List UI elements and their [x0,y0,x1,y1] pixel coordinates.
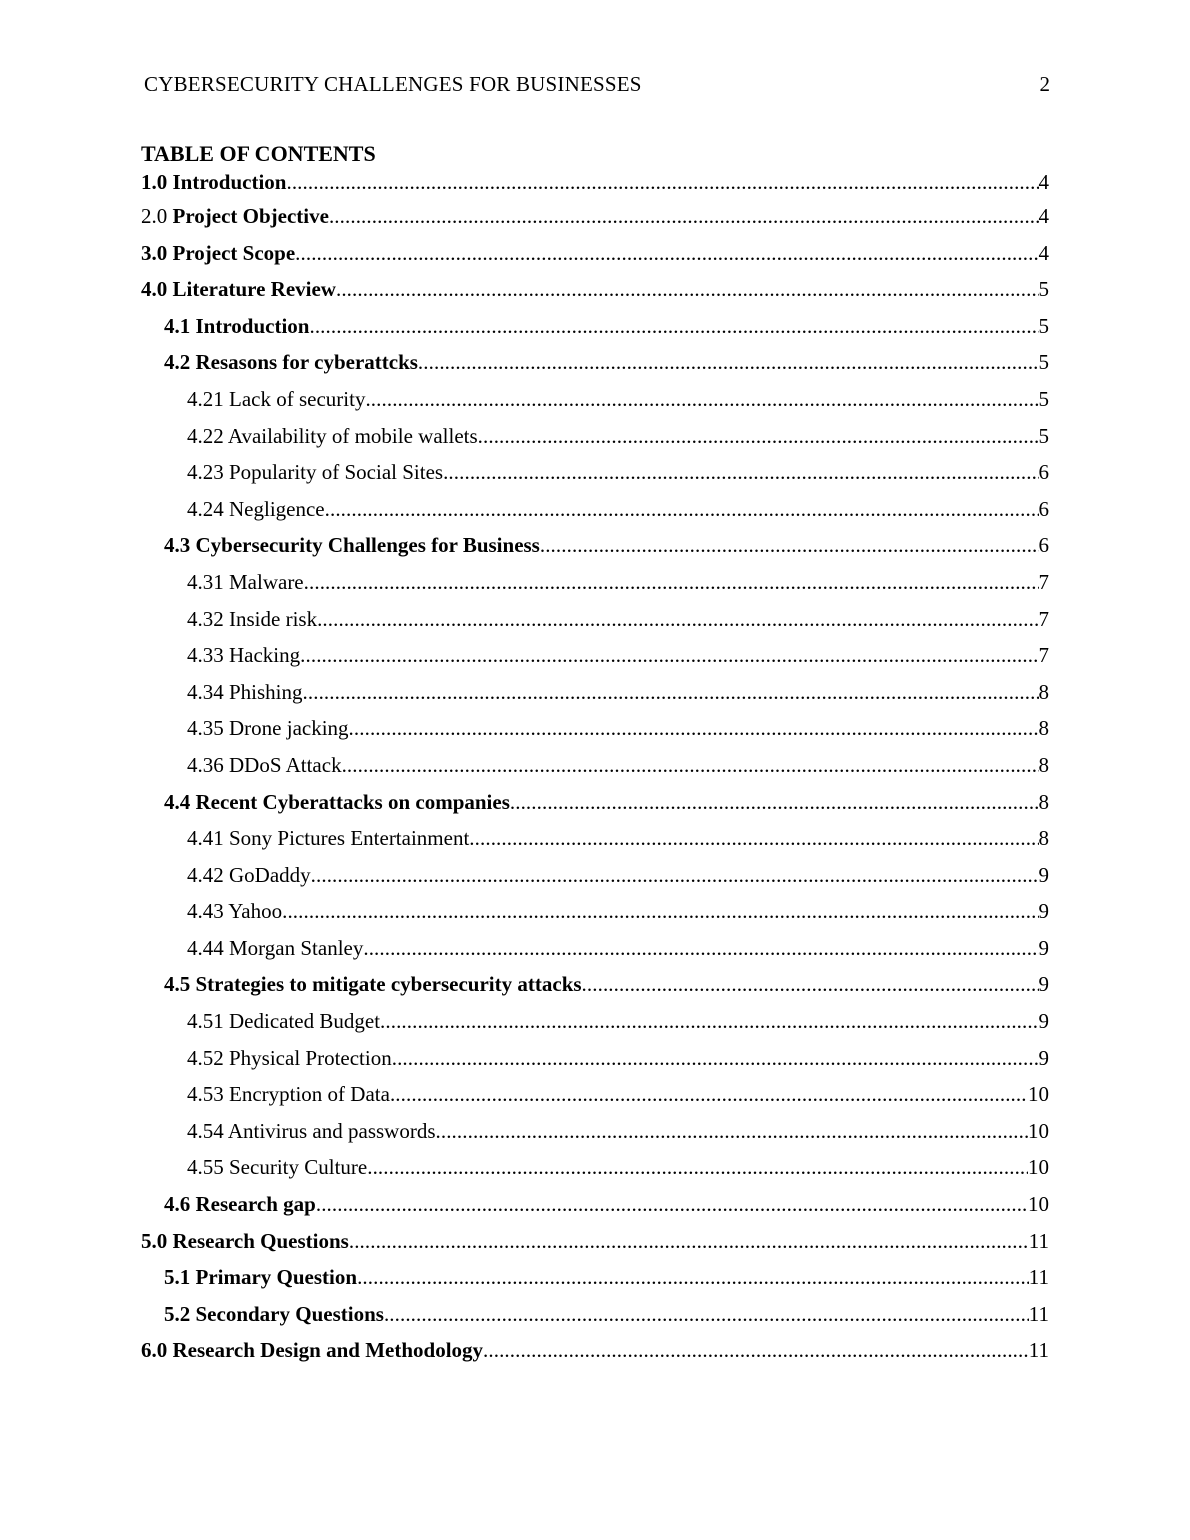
toc-entry-page: 10 [1028,1082,1049,1107]
toc-entry-page: 9 [1038,1045,1049,1070]
toc-entry-label: 3.0 Project Scope [141,240,296,265]
toc-entry-label: 4.31 Malware [187,569,304,594]
toc-entry-page: 8 [1038,679,1049,704]
toc-entry[interactable] [141,1332,1049,1369]
toc-entry-page: 6 [1038,460,1049,485]
toc-entry-label: 4.1 Introduction [164,313,310,338]
toc-entry-page: 10 [1028,1118,1049,1143]
toc-entry[interactable] [141,1223,1049,1260]
toc-entry[interactable] [141,710,1049,747]
toc-entry[interactable] [141,1113,1049,1150]
toc-entry-label: 4.52 Physical Protection [187,1045,392,1070]
toc-entry-title [141,1332,483,1369]
toc-entry-title [164,966,582,1003]
dot-leader [418,344,1039,381]
toc-entry-label: 4.5 Strategies to mitigate cybersecurity attacks [164,972,582,997]
dot-leader [309,308,1038,345]
toc-entry-title [164,1186,316,1223]
toc-entry[interactable] [141,1076,1049,1113]
toc-entry[interactable] [141,418,1049,455]
toc-entry-number: 2.0 [141,204,173,228]
toc-entry-page: 5 [1038,423,1049,448]
toc-entry-title [187,637,300,674]
toc-entry[interactable] [141,820,1049,857]
toc-entry-page: 9 [1038,862,1049,887]
toc-entry-page: 7 [1038,569,1049,594]
toc-entry[interactable] [141,784,1049,821]
toc-entry-title [187,491,325,528]
toc-entry-title [187,820,469,857]
toc-entry[interactable] [141,637,1049,674]
dot-leader [357,1259,1029,1296]
toc-entry-label: 4.35 Drone jacking [187,716,349,741]
toc-entry-label: 4.21 Lack of security [187,386,366,411]
toc-entry-page: 5 [1038,350,1049,375]
toc-entry-title [141,235,295,272]
toc-entry[interactable] [141,235,1049,272]
toc-entry[interactable] [141,198,1049,235]
toc-entry[interactable] [141,601,1049,638]
toc-entry[interactable] [141,167,1049,198]
toc-entry-title [187,930,363,967]
toc-entry-page: 9 [1038,1009,1049,1034]
toc-entry-page: 5 [1038,277,1049,302]
toc-entry-title [187,893,282,930]
toc-entry[interactable] [141,1149,1049,1186]
table-of-contents [141,140,1049,1369]
toc-entry[interactable] [141,381,1049,418]
toc-entry-label: 4.6 Research gap [164,1192,316,1217]
dot-leader [483,1332,1029,1369]
toc-entry[interactable] [141,674,1049,711]
dot-leader [367,1149,1028,1186]
dot-leader [303,674,1039,711]
toc-entry-label: 4.24 Negligence [187,496,325,521]
toc-entry-title [164,1296,384,1333]
toc-entry-title [187,674,303,711]
toc-entry-label: 4.23 Popularity of Social Sites [187,460,444,485]
toc-entry-title [187,747,342,784]
toc-entry[interactable] [141,893,1049,930]
dot-leader [295,235,1038,272]
toc-entry-page: 9 [1038,972,1049,997]
toc-entry-label: 4.43 Yahoo [187,899,283,924]
toc-entry-label: 4.36 DDoS Attack [187,752,342,777]
dot-leader [304,564,1039,601]
toc-entry-title [187,1113,436,1150]
toc-entry-page: 4 [1038,170,1049,194]
toc-entry-title [187,601,317,638]
toc-entry[interactable] [141,930,1049,967]
toc-entry-title [141,271,336,308]
toc-entry-label: 4.3 Cybersecurity Challenges for Business [164,533,540,558]
dot-leader [300,637,1038,674]
toc-entry-title [164,527,540,564]
toc-entry-page: 10 [1028,1155,1049,1180]
toc-entry[interactable] [141,344,1049,381]
dot-leader [336,271,1039,308]
dot-leader [469,820,1038,857]
toc-entry-label: 4.0 Literature Review [141,277,336,302]
page-number: 2 [1039,72,1050,96]
toc-entry-page: 5 [1038,313,1049,338]
dot-leader [342,747,1039,784]
toc-entry-page: 7 [1038,606,1049,631]
toc-entry-page: 4 [1038,204,1049,228]
toc-entry-title [187,710,349,747]
toc-entry-label: 6.0 Research Design and Methodology [141,1338,484,1363]
toc-entry-title [141,198,329,235]
toc-entry-label: 4.33 Hacking [187,643,301,668]
toc-entry-title [187,564,304,601]
toc-entry-label: Project Objective [172,204,329,228]
toc-entry-page: 10 [1028,1192,1049,1217]
dot-leader [392,1040,1039,1077]
dot-leader [384,1296,1029,1333]
dot-leader [329,198,1039,235]
toc-entry-title [187,418,478,455]
toc-entry-page: 5 [1038,386,1049,411]
toc-entry[interactable] [141,491,1049,528]
toc-entry[interactable] [141,747,1049,784]
toc-list [141,167,1049,1369]
toc-entry-title [141,1223,349,1260]
toc-entry-title [164,344,418,381]
toc-entry-label: 4.2 Resasons for cyberattcks [164,350,418,375]
dot-leader [363,930,1038,967]
dot-leader [317,601,1038,638]
toc-entry-page: 4 [1038,240,1049,265]
dot-leader [286,167,1038,198]
toc-entry-label: 5.1 Primary Question [164,1265,358,1290]
toc-entry[interactable] [141,271,1049,308]
dot-leader [390,1076,1028,1113]
toc-entry-title [187,1076,390,1113]
dot-leader [443,454,1038,491]
toc-entry-label: 4.4 Recent Cyberattacks on companies [164,789,510,814]
toc-entry-title [187,1003,380,1040]
dot-leader [311,857,1039,894]
toc-entry-label: 4.32 Inside risk [187,606,318,631]
toc-entry-label: 1.0 Introduction [141,170,287,194]
dot-leader [380,1003,1038,1040]
toc-entry-page: 8 [1038,752,1049,777]
toc-entry-label: 4.54 Antivirus and passwords [187,1118,436,1143]
toc-entry-page: 11 [1028,1265,1049,1290]
toc-entry-label: 4.51 Dedicated Budget [187,1009,381,1034]
toc-entry[interactable] [141,966,1049,1003]
toc-entry-label: 4.41 Sony Pictures Entertainment [187,826,470,851]
running-head: CYBERSECURITY CHALLENGES FOR BUSINESSES [144,72,642,96]
toc-entry-label: 5.2 Secondary Questions [164,1301,384,1326]
toc-entry-page: 11 [1028,1338,1049,1363]
toc-entry-title [164,308,309,345]
toc-entry-title [164,784,510,821]
dot-leader [316,1186,1028,1223]
toc-entry-page: 8 [1038,716,1049,741]
toc-entry-title [141,167,286,198]
toc-entry[interactable] [141,1003,1049,1040]
toc-entry-title [187,857,311,894]
toc-entry-label: 4.53 Encryption of Data [187,1082,390,1107]
toc-entry-title [164,1259,357,1296]
dot-leader [510,784,1039,821]
toc-entry-page: 8 [1038,789,1049,814]
toc-entry-page: 9 [1038,935,1049,960]
dot-leader [349,1223,1029,1260]
dot-leader [365,381,1038,418]
toc-entry-title [187,1149,367,1186]
dot-leader [282,893,1038,930]
dot-leader [436,1113,1029,1150]
toc-entry-label: 4.42 GoDaddy [187,862,311,887]
toc-entry[interactable] [141,1186,1049,1223]
toc-entry[interactable] [141,308,1049,345]
toc-entry[interactable] [141,1259,1049,1296]
toc-entry[interactable] [141,857,1049,894]
toc-entry-page: 9 [1038,899,1049,924]
toc-entry[interactable] [141,1296,1049,1333]
toc-entry-page: 6 [1038,533,1049,558]
toc-entry-label: 4.34 Phishing [187,679,303,704]
dot-leader [325,491,1039,528]
toc-entry-page: 11 [1028,1228,1049,1253]
toc-entry-title [187,1040,392,1077]
toc-entry-label: 5.0 Research Questions [141,1228,349,1253]
toc-entry-page: 11 [1028,1301,1049,1326]
dot-leader [478,418,1039,455]
toc-entry[interactable] [141,1040,1049,1077]
toc-entry-page: 8 [1038,826,1049,851]
toc-entry-label: 4.55 Security Culture [187,1155,368,1180]
toc-entry[interactable] [141,527,1049,564]
toc-entry[interactable] [141,454,1049,491]
toc-entry[interactable] [141,564,1049,601]
dot-leader [540,527,1039,564]
toc-entry-title [187,381,365,418]
toc-entry-label: 4.44 Morgan Stanley [187,935,364,960]
toc-entry-title [187,454,443,491]
toc-entry-label: 4.22 Availability of mobile wallets [187,423,478,448]
dot-leader [582,966,1039,1003]
toc-entry-page: 7 [1038,643,1049,668]
page-header [144,70,1050,98]
toc-entry-page: 6 [1038,496,1049,521]
dot-leader [349,710,1039,747]
toc-heading: TABLE OF CONTENTS [141,141,376,166]
